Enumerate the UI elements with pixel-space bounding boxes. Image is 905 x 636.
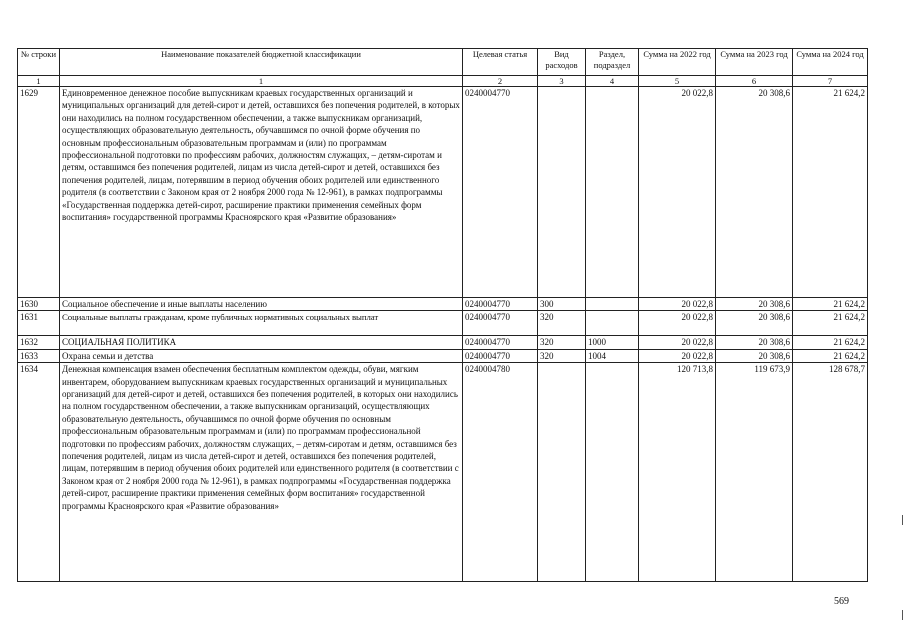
table-row — [18, 349, 868, 362]
row-sum-2024: 21 624,2 — [793, 298, 868, 311]
row-section — [586, 298, 639, 311]
row-target: 0240004770 — [463, 336, 538, 349]
row-sum-2024: 21 624,2 — [793, 311, 868, 336]
row-sum-2022: 20 022,8 — [639, 87, 716, 298]
row-target: 0240004770 — [463, 298, 538, 311]
row-name: Социальные выплаты гражданам, кроме публичных нормативных социальных выплат — [60, 311, 463, 336]
row-number: 1630 — [18, 298, 60, 311]
scan-artifact — [902, 610, 903, 620]
row-sum-2022: 20 022,8 — [639, 349, 716, 362]
row-expense-type — [538, 363, 586, 582]
row-section — [586, 311, 639, 336]
row-number: 1634 — [18, 363, 60, 582]
row-name: Социальное обеспечение и иные выплаты населению — [60, 298, 463, 311]
column-number: 6 — [716, 76, 793, 87]
column-number: 3 — [538, 76, 586, 87]
row-sum-2024: 21 624,2 — [793, 349, 868, 362]
row-name: Охрана семьи и детства — [60, 349, 463, 362]
row-number: 1633 — [18, 349, 60, 362]
column-number: 1 — [60, 76, 463, 87]
row-sum-2023: 20 308,6 — [716, 336, 793, 349]
row-number: 1629 — [18, 87, 60, 298]
header-expense-type: Вид расходов — [538, 49, 586, 76]
row-section: 1004 — [586, 349, 639, 362]
row-target: 0240004770 — [463, 87, 538, 298]
row-sum-2023: 20 308,6 — [716, 298, 793, 311]
row-section — [586, 363, 639, 582]
row-sum-2022: 20 022,8 — [639, 336, 716, 349]
row-sum-2024: 128 678,7 — [793, 363, 868, 582]
column-number: 5 — [639, 76, 716, 87]
header-sum-2022: Сумма на 2022 год — [639, 49, 716, 76]
column-number: 1 — [18, 76, 60, 87]
budget-table — [17, 48, 868, 582]
row-sum-2024: 21 624,2 — [793, 336, 868, 349]
row-sum-2023: 20 308,6 — [716, 311, 793, 336]
row-expense-type: 300 — [538, 298, 586, 311]
row-sum-2023: 20 308,6 — [716, 349, 793, 362]
header-row-no: № строки — [18, 49, 60, 76]
header-sum-2023: Сумма на 2023 год — [716, 49, 793, 76]
column-number-row — [18, 76, 868, 87]
table-row — [18, 363, 868, 582]
row-target: 0240004770 — [463, 311, 538, 336]
row-name: Денежная компенсация взамен обеспечения бесплатным комплектом одежды, обуви, мягким инвентарем, оборудованием выпускникам краевых государственных организаций и муниципальных организаций для детей-сирот и детей, оставшихся без попечения родителей, в которых они находились на полном государственном обеспечении, а также выпускникам организаций, осуществляющих образовательную деятельность, обучавшимся по очной форме обучения по основным профессиональным образовательным программам и (или) по программам профессиональной подготовки по профессиям рабочих, должностям служащих, – детям-сиротам и детям, оставшимся без попечения родителей, лицам из числа детей-сирот и детей, оставшихся без попечения родителей, лицам, потерявшим в период обучения обоих родителей или единственного родителя (в соответствии с Законом края от 2 ноября 2000 года № 12-961), в рамках подпрограммы «Государственная поддержка детей-сирот, расширение практики применения семейных форм воспитания» государственной программы Красноярского края «Развитие образования» — [60, 363, 463, 582]
row-section: 1000 — [586, 336, 639, 349]
row-number: 1632 — [18, 336, 60, 349]
header-row — [18, 49, 868, 76]
row-sum-2024: 21 624,2 — [793, 87, 868, 298]
row-sum-2023: 119 673,9 — [716, 363, 793, 582]
table-row — [18, 298, 868, 311]
row-name: СОЦИАЛЬНАЯ ПОЛИТИКА — [60, 336, 463, 349]
row-sum-2022: 20 022,8 — [639, 298, 716, 311]
header-section: Раздел, подраздел — [586, 49, 639, 76]
header-name: Наименование показателей бюджетной классификации — [60, 49, 463, 76]
column-number: 2 — [463, 76, 538, 87]
row-sum-2023: 20 308,6 — [716, 87, 793, 298]
column-number: 7 — [793, 76, 868, 87]
column-number: 4 — [586, 76, 639, 87]
row-target: 0240004780 — [463, 363, 538, 582]
row-number: 1631 — [18, 311, 60, 336]
row-section — [586, 87, 639, 298]
table-row — [18, 87, 868, 298]
page-number: 569 — [834, 596, 849, 607]
row-sum-2022: 20 022,8 — [639, 311, 716, 336]
row-expense-type: 320 — [538, 349, 586, 362]
row-expense-type: 320 — [538, 311, 586, 336]
row-expense-type: 320 — [538, 336, 586, 349]
header-target: Целевая статья — [463, 49, 538, 76]
header-sum-2024: Сумма на 2024 год — [793, 49, 868, 76]
row-expense-type — [538, 87, 586, 298]
scan-artifact — [902, 515, 903, 525]
row-sum-2022: 120 713,8 — [639, 363, 716, 582]
table-row — [18, 336, 868, 349]
row-name: Единовременное денежное пособие выпускникам краевых государственных организаций и муниципальных организаций для детей-сирот и детей, оставшихся без попечения родителей, в которых они находились на полном государственном обеспечении, а также выпускникам организаций, осуществляющих образовательную деятельность, обучавшимся по очной форме обучения по основным профессиональным образовательным программам и (или) по программам профессиональной подготовки по профессиям рабочих, должностям служащих, – детям-сиротам и детям, оставшимся без попечения родителей, лицам из числа детей-сирот и детей, оставшихся без попечения родителей, лицам, потерявшим в период обучения обоих родителей или единственного родителя (в соответствии с Законом края от 2 ноября 2000 года № 12-961), в рамках подпрограммы «Государственная поддержка детей-сирот, расширение практики применения семейных форм воспитания» государственной программы Красноярского края «Развитие образования» — [60, 87, 463, 298]
row-target: 0240004770 — [463, 349, 538, 362]
table-row — [18, 311, 868, 336]
